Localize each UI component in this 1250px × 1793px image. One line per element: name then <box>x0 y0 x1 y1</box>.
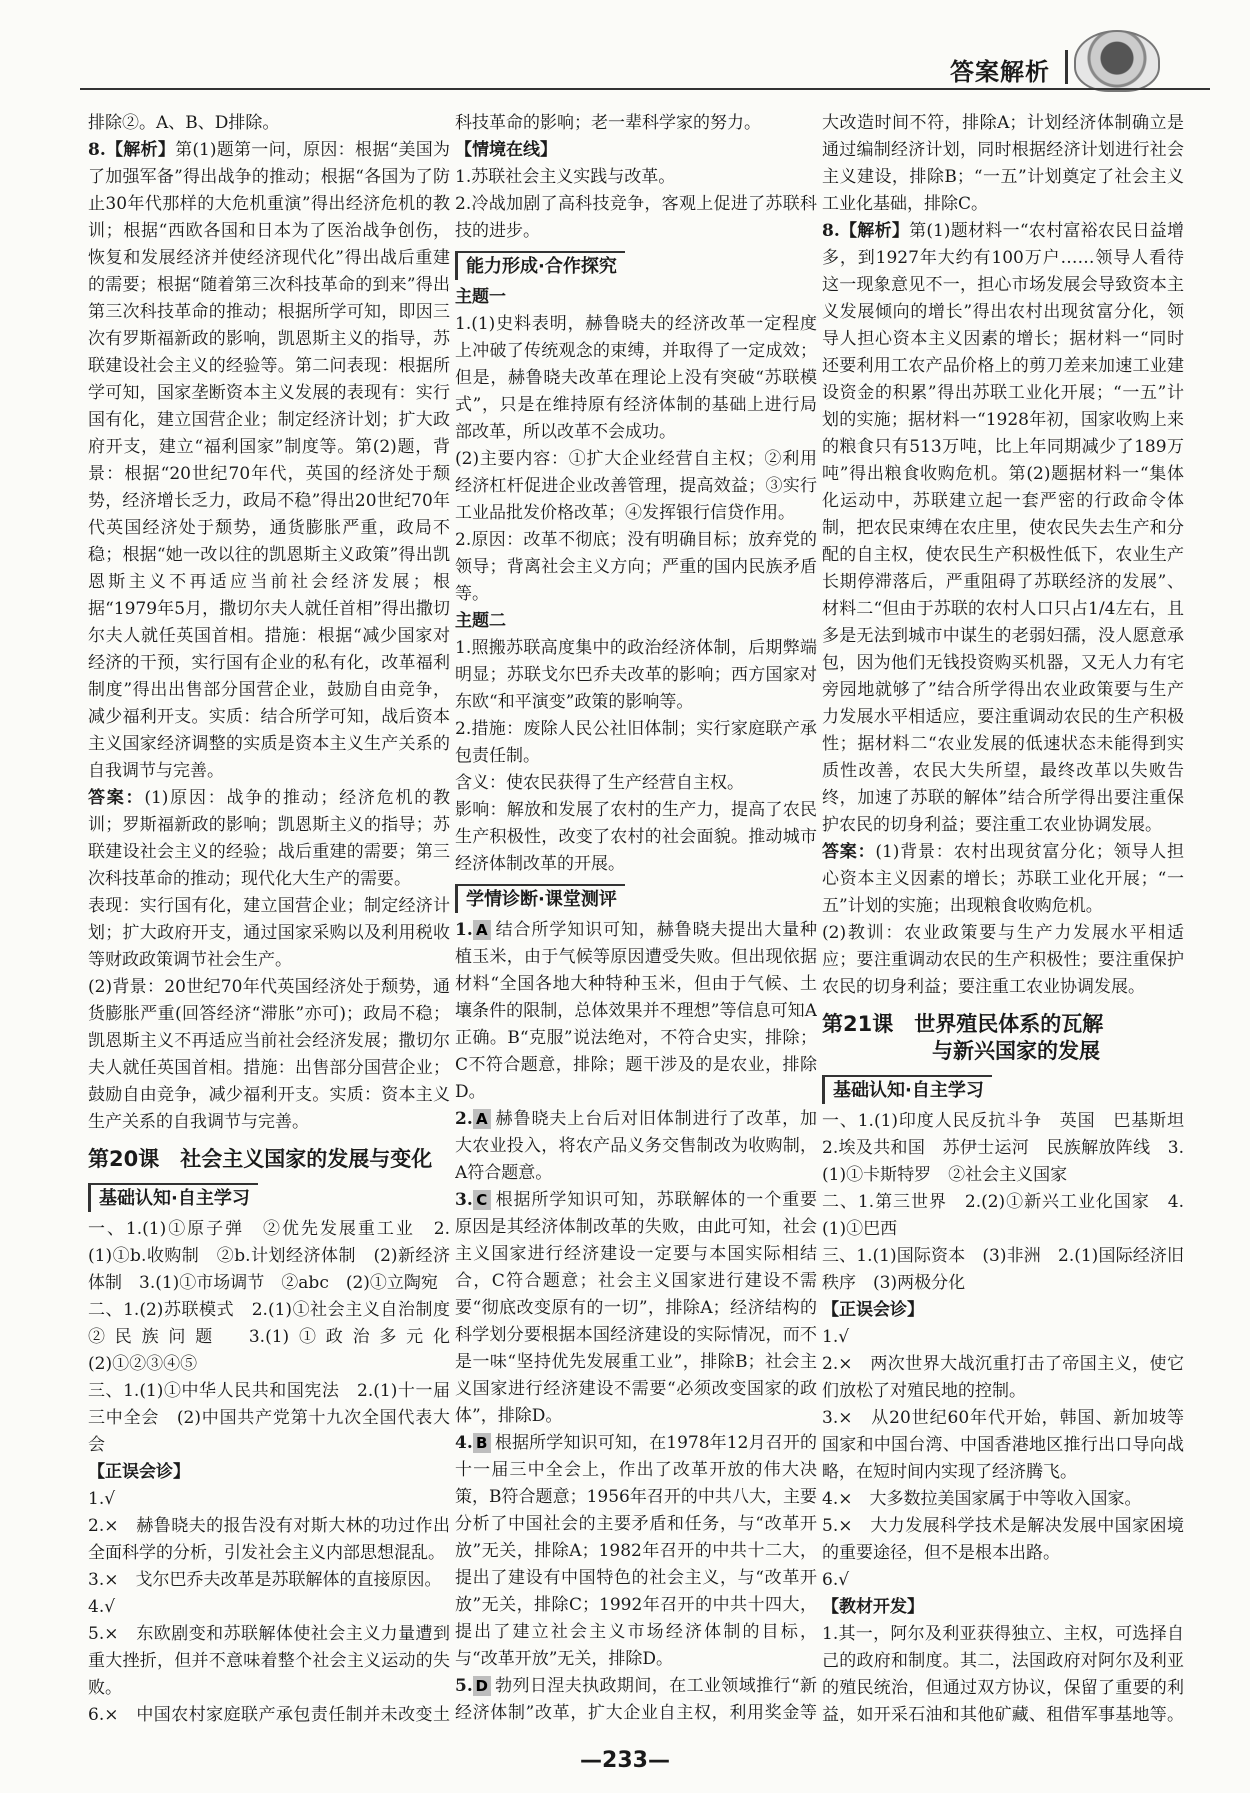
quiz-answer-4: 4. B 根据所学知识可知，在1978年12月召开的十一届三中全会上，作出了改革开放的伟大决策，B符合题意；1956年召开的中共八大，主要分析了中国社会的主要矛盾和任务，与“改革开放”无关，排除A；1982年召开的中共十二大，提出了建设有中国特色的社会主义，与“改革开放”无关，排除C；1992年召开的中共十四大，提出了建立社会主义市场经济体制的目标，与“改革开放”无关，排除D。 <box>455 1433 817 1669</box>
list-item: 含义：使农民获得了生产经营自主权。 <box>455 773 744 793</box>
answer-letter: A <box>473 1109 491 1129</box>
answer-text: (2)背景：20世纪70年代英国经济处于颓势，通货膨胀严重(回答经济“滞胀”亦可)；政局不稳；凯恩斯主义不再适应当前社会经济发展；撒切尔夫人就任英国首相。措施：出售部分国营企业；鼓励自由竞争，减少福利开支。实质：资本主义生产关系的自我调节与完善。 <box>88 977 450 1132</box>
section-heading: 基础认知·自主学习 <box>88 1183 258 1212</box>
list-item: 6.√ <box>822 1570 850 1590</box>
lesson-title-line2: 与新兴国家的发展 <box>932 1039 1100 1063</box>
page-number: —233— <box>580 1748 670 1773</box>
list-item: 1.苏联社会主义实践与改革。 <box>455 167 676 187</box>
lesson-title: 第20课 社会主义国家的发展与变化 <box>88 1147 433 1171</box>
answer-line: 二、1.(2)苏联模式 2.(1)①社会主义自治制度 ②民族问题 3.(1)①政治多元化 (2)①②③④⑤ <box>88 1300 450 1374</box>
answer-line: 三、1.(1)国际资本 (3)非洲 2.(1)国际经济旧秩序 (3)两极分化 <box>822 1246 1184 1293</box>
lesson-title <box>822 1011 1184 1065</box>
answer-line: 三、1.(1)①中华人民共和国宪法 2.(1)十一届三中全会 (2)中国共产党第十九次全国代表大会 <box>88 1381 450 1455</box>
answer-text: 赫鲁晓夫上台后对旧体制进行了改革，加大农业投入，将农产品义务交售制改为收购制，A符合题意。 <box>455 1109 817 1183</box>
quiz-answer-1: 1. A 结合所学知识可知，赫鲁晓夫提出大量种植玉米，由于气候等原因遭受失败。但出现依据材料“全国各地大种特种玉米，但由于气候、土壤条件的限制，总体效果并不理想”等信息可知A正确。B“克服”说法绝对，不符合史实，排除；C不符合题意，排除；题干涉及的是农业，排除D。 <box>455 920 817 1102</box>
question-tag: 8.【解析】 <box>88 140 176 160</box>
list-item: 4.√ <box>88 1597 116 1617</box>
paragraph: 大改造时间不符，排除A；计划经济体制确立是通过编制经济计划，同时根据经济计划进行社会主义建设，排除B；“一五”计划奠定了社会主义工业化基础，排除C。 <box>822 113 1184 214</box>
list-item: 1.照搬苏联高度集中的政治经济体制，后期弊端明显；苏联戈尔巴乔夫改革的影响；西方国家对东欧“和平演变”政策的影响等。 <box>455 638 817 712</box>
subsection-heading: 【教材开发】 <box>822 1597 924 1617</box>
answer-block <box>88 785 450 893</box>
answer-letter: D <box>473 1676 491 1696</box>
paragraph: 排除②。A、B、D排除。 <box>88 113 280 133</box>
question-8 <box>822 218 1184 839</box>
list-item: 2.× 赫鲁晓夫的报告没有对斯大林的功过作出全面科学的分析，引发社会主义内部思想混乱。 <box>88 1516 450 1563</box>
answer-text: 勃列日涅夫执政期间，在工业领域推行“新经济体制”改革，扩大企业自主权，利用奖金等 <box>455 1676 817 1723</box>
subsection-heading: 【情境在线】 <box>455 140 557 160</box>
column-right <box>822 110 1184 1730</box>
answer-text: 表现：实行国有化，建立国营企业；制定经济计划；扩大政府开支，通过国家采购以及利用税收等财政政策调节社会生产。 <box>88 896 450 970</box>
column-left <box>88 110 450 1730</box>
list-item: 4.× 大多数拉美国家属于中等收入国家。 <box>822 1489 1142 1509</box>
page-header <box>0 0 1250 90</box>
list-item: 5.× 东欧剧变和苏联解体使社会主义力量遭到重大挫折，但并不意味着整个社会主义运动的失败。 <box>88 1624 450 1698</box>
quiz-answer-2: 2. A 赫鲁晓夫上台后对旧体制进行了改革，加大农业投入，将农产品义务交售制改为收购制，A符合题意。 <box>455 1109 817 1183</box>
list-item: 1.(1)史料表明，赫鲁晓夫的经济改革一定程度上冲破了传统观念的束缚，并取得了一定成效；但是，赫鲁晓夫改革在理论上没有突破“苏联模式”，只是在维持原有经济体制的基础上进行局部改革，所以改革不会成功。 <box>455 314 817 442</box>
list-item: 6.× 中国农村家庭联产承包责任制并未改变土 <box>88 1705 450 1725</box>
answer-label: 答案： <box>822 842 876 862</box>
list-item: (2)主要内容：①扩大企业经营自主权；②利用经济杠杆促进企业改善管理，提高效益；③实行工业品批发价格改革；④发挥银行信贷作用。 <box>455 449 817 523</box>
answer-letter: B <box>473 1433 491 1453</box>
answer-text: (1)背景：农村出现贫富分化；领导人担心资本主义因素的增长；苏联工业化开展；“一五”计划的实施；出现粮食收购危机。 <box>822 842 1184 916</box>
answer-text: 根据所学知识可知，苏联解体的一个重要原因是其经济体制改革的失败，由此可知，社会主义国家进行经济建设一定要与本国实际相结合，C符合题意；社会主义国家进行建设不需要“彻底改变原有的一切”，排除A；经济结构的科学划分要根据本国经济建设的实际情况，而不是一味“坚持优先发展重工业”，排除B；社会主义国家进行经济建设不需要“必须改变国家的政体”，排除D。 <box>455 1190 817 1426</box>
answer-line: 二、1.第三世界 2.(2)①新兴工业化国家 4.(1)①巴西 <box>822 1192 1184 1239</box>
topic-heading: 主题二 <box>455 611 506 631</box>
list-item: 2.措施：废除人民公社旧体制；实行家庭联产承包责任制。 <box>455 719 817 766</box>
answer-text: (2)教训：农业政策要与生产力发展水平相适应；要注重调动农民的生产积极性；要注重保护农民的切身利益；要注重工农业协调发展。 <box>822 923 1184 997</box>
list-item: 1.√ <box>822 1327 850 1347</box>
question-text: 第(1)题第一问，原因：根据“美国为了加强军备”得出战争的推动；根据“各国为了防止30年代那样的大危机重演”得出经济危机的教训；根据“西欧各国和日本为了医治战争创伤，恢复和发展经济并使经济现代化”得出战后重建的需要；根据“随着第三次科技革命的到来”得出第三次科技革命的推动；根据所学可知，即因三次有罗斯福新政的影响，凯恩斯主义的指导，苏联建设社会主义的经验等。第二问表现：根据所学可知，国家垄断资本主义发展的表现有：实行国有化，建立国营企业；制定经济计划；扩大政府开支，建立“福利国家”制度等。第(2)题，背景：根据“20世纪70年代，英国的经济处于颓势，经济增长乏力，政局不稳”得出20世纪70年代英国经济处于颓势，通货膨胀严重，政局不稳；根据“她一改以往的凯恩斯主义政策”得出凯恩斯主义不再适应当前社会经济发展；根据“1979年5月，撒切尔夫人就任首相”得出撒切尔夫人就任英国首相。措施：根据“减少国家对经济的干预，实行国有企业的私有化，改革福利制度”得出出售部分国营企业，鼓励自由竞争，减少福利开支。实质：结合所学可知，战后资本主义国家经济调整的实质是资本主义生产关系的自我调节与完善。 <box>88 140 450 781</box>
answer-text: (1)原因：战争的推动；经济危机的教训；罗斯福新政的影响；凯恩斯主义的指导；苏联建设社会主义的经验；战后重建的需要；第三次科技革命的推动；现代化大生产的需要。 <box>88 788 450 889</box>
section-heading: 能力形成·合作探究 <box>455 251 625 280</box>
question-8 <box>88 137 450 785</box>
topic-heading: 主题一 <box>455 287 506 307</box>
list-item: 3.× 从20世纪60年代开始，韩国、新加坡等国家和中国台湾、中国香港地区推行出口导向战略，在短时间内实现了经济腾飞。 <box>822 1408 1184 1482</box>
list-item: 影响：解放和发展了农村的生产力，提高了农民生产积极性，改变了农村的社会面貌。推动城市经济体制改革的开展。 <box>455 800 817 874</box>
answer-text: 结合所学知识可知，赫鲁晓夫提出大量种植玉米，由于气候等原因遭受失败。但出现依据材料“全国各地大种特种玉米，但由于气候、土壤条件的限制，总体效果并不理想”等信息可知A正确。B“克服”说法绝对，不符合史实，排除；C不符合题意，排除；题干涉及的是农业，排除D。 <box>455 920 817 1102</box>
list-item: 2.原因：改革不彻底；没有明确目标；放弃党的领导；背离社会主义方向；严重的国内民族矛盾等。 <box>455 530 817 604</box>
column-middle <box>455 110 817 1730</box>
lesson-title-line1: 第21课 世界殖民体系的瓦解 <box>822 1012 1104 1036</box>
answer-letter: C <box>473 1190 491 1210</box>
quiz-answer-3: 3. C 根据所学知识可知，苏联解体的一个重要原因是其经济体制改革的失败，由此可知，社会主义国家进行经济建设一定要与本国实际相结合，C符合题意；社会主义国家进行建设不需要“彻底改变原有的一切”，排除A；经济结构的科学划分要根据本国经济建设的实际情况，而不是一味“坚持优先发展重工业”，排除B；社会主义国家进行经济建设不需要“必须改变国家的政体”，排除D。 <box>455 1190 817 1426</box>
list-item: 2.× 两次世界大战沉重打击了帝国主义，使它们放松了对殖民地的控制。 <box>822 1354 1184 1401</box>
section-heading: 基础认知·自主学习 <box>822 1075 992 1104</box>
quiz-answer-5: 5. D 勃列日涅夫执政期间，在工业领域推行“新经济体制”改革，扩大企业自主权，利用奖金等 <box>455 1673 817 1730</box>
answer-label: 答案： <box>88 788 145 808</box>
header-title: 答案解析 <box>950 58 1050 86</box>
answer-block <box>822 839 1184 920</box>
subsection-heading: 【正误会诊】 <box>822 1300 924 1320</box>
list-item: 1.其一，阿尔及利亚获得独立、主权，可选择自己的政府和制度。其二，法国政府对阿尔及利亚的殖民统治，但通过双方协议，保留了重要的利益，如开采石油和其他矿藏、租借军事基地等。 <box>822 1624 1184 1725</box>
question-tag: 8.【解析】 <box>822 221 910 241</box>
list-item: 3.× 戈尔巴乔夫改革是苏联解体的直接原因。 <box>88 1570 442 1590</box>
answer-line: 一、1.(1)①原子弹 ②优先发展重工业 2.(1)①b.收购制 ②b.计划经济体制 (2)新经济体制 3.(1)①市场调节 ②abc (2)①立陶宛 <box>88 1219 450 1293</box>
answer-line: 一、1.(1)印度人民反抗斗争 英国 巴基斯坦 2.埃及共和国 苏伊士运河 民族解放阵线 3.(1)①卡斯特罗 ②社会主义国家 <box>822 1111 1184 1185</box>
list-item: 1.√ <box>88 1489 116 1509</box>
list-item: 2.冷战加剧了高科技竞争，客观上促进了苏联科技的进步。 <box>455 194 817 241</box>
answer-text: 根据所学知识可知，在1978年12月召开的十一届三中全会上，作出了改革开放的伟大决策，B符合题意；1956年召开的中共八大，主要分析了中国社会的主要矛盾和任务，与“改革开放”无关，排除A；1982年召开的中共十二大，提出了建设有中国特色的社会主义，与“改革开放”无关，排除C；1992年召开的中共十四大，提出了建立社会主义市场经济体制的目标，与“改革开放”无关，排除D。 <box>455 1433 817 1669</box>
header-rule <box>80 88 1210 90</box>
publisher-logo-icon <box>1074 30 1160 92</box>
header-divider <box>1065 50 1068 84</box>
paragraph: 科技革命的影响；老一辈科学家的努力。 <box>455 113 761 133</box>
list-item: 5.× 大力发展科学技术是解决发展中国家困境的重要途径，但不是根本出路。 <box>822 1516 1184 1563</box>
section-heading: 学情诊断·课堂测评 <box>455 884 625 913</box>
question-text: 第(1)题材料一“农村富裕农民日益增多，到1927年大约有100万户……领导人看待这一现象意见不一，担心市场发展会导致资本主义发展倾向的增长”得出农村出现贫富分化，领导人担心资本主义因素的增长；据材料一“同时还要利用工农产品价格上的剪刀差来加速工业建设资金的积累”得出苏联工业化开展；“一五”计划的实施；据材料一“1928年初，国家收购上来的粮食只有513万吨，比上年同期减少了189万吨”得出粮食收购危机。第(2)题据材料一“集体化运动中，苏联建立起一套严密的行政命令体制，把农民束缚在农庄里，使农民失去生产和分配的自主权，使农民生产积极性低下，农业生产长期停滞落后，严重阻碍了苏联经济的发展”、材料二“但由于苏联的农村人口只占1/4左右，且多是无法到城市中谋生的老弱妇孺，没人愿意承包，因为他们无钱投资购买机器，又无人力有宅旁园地就够了”结合所学得出农业政策要与生产力发展水平相适应，要注重调动农民的生产积极性；据材料二“农业发展的低速状态未能得到实质性改善，农民大失所望，最终改革以失败告终，加速了苏联的解体”结合所学得出要注重保护农民的切身利益；要注重工农业协调发展。 <box>822 221 1184 835</box>
subsection-heading: 【正误会诊】 <box>88 1462 190 1482</box>
answer-letter: A <box>473 920 491 940</box>
